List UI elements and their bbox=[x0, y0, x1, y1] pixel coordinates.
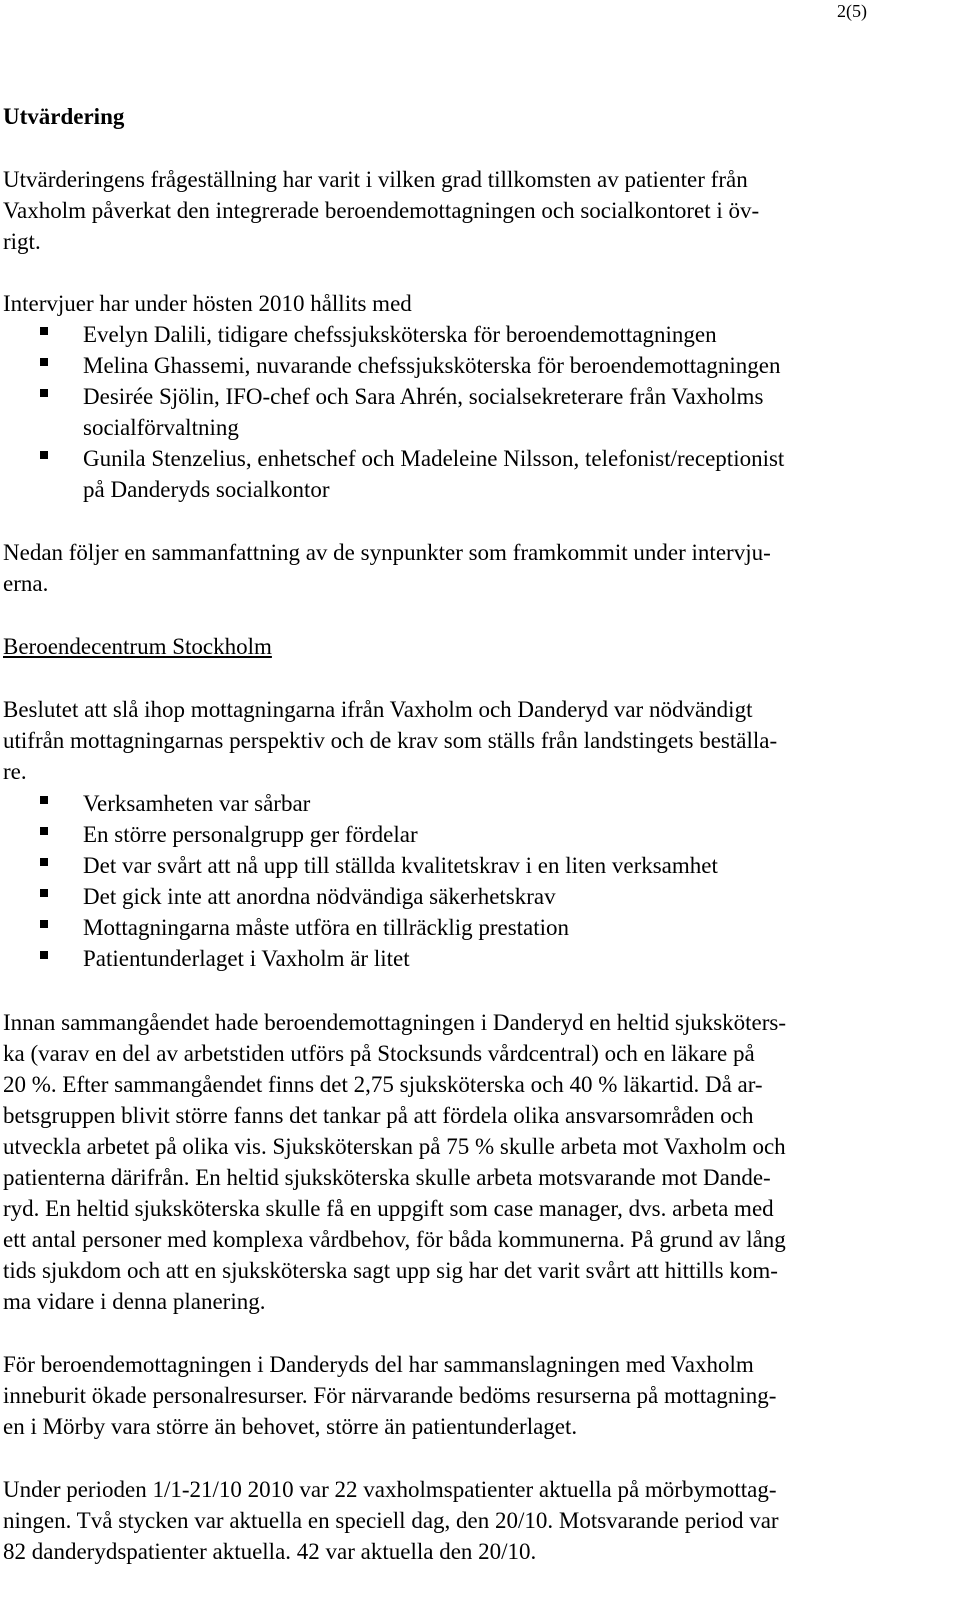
staff-paragraph-line: 20 %. Efter sammangåendet finns det 2,75 sjuksköterska och 40 % läkartid. Då ar- bbox=[3, 1072, 763, 1097]
period-paragraph-line: ningen. Två stycken var aktuella en speciell dag, den 20/10. Motsvarande period var bbox=[3, 1508, 779, 1533]
page-number: 2(5) bbox=[837, 1, 867, 21]
staff-paragraph-line: ma vidare i denna planering. bbox=[3, 1289, 266, 1314]
staff-paragraph-line: utveckla arbetet på olika vis. Sjuksköterskan på 75 % skulle arbeta mot Vaxholm och bbox=[3, 1134, 786, 1159]
decision-line: utifrån mottagningarnas perspektiv och de krav som ställs från landstingets beställa- bbox=[3, 728, 778, 753]
bullet-icon bbox=[40, 451, 48, 459]
bullet-icon bbox=[40, 358, 48, 366]
section-heading: Utvärdering bbox=[3, 104, 125, 129]
staff-paragraph-line: Innan sammangåendet hade beroendemottagningen i Danderyd en heltid sjuksköters- bbox=[3, 1010, 787, 1035]
interviewee-item: Evelyn Dalili, tidigare chefssjuksköterska för beroendemottagningen bbox=[83, 322, 717, 347]
staff-paragraph-line: tids sjukdom och att en sjuksköterska sagt upp sig har det varit svårt att hittills kom- bbox=[3, 1258, 778, 1283]
resources-paragraph-line: inneburit ökade personalresurser. För närvarande bedöms resurserna på mottagning- bbox=[3, 1383, 777, 1408]
staff-paragraph-line: ryd. En heltid sjuksköterska skulle få en uppgift som case manager, dvs. arbeta med bbox=[3, 1196, 774, 1221]
bullet-icon bbox=[40, 920, 48, 928]
intro-line: Vaxholm påverkat den integrerade beroendemottagningen och socialkontoret i öv- bbox=[3, 198, 760, 223]
interviewee-item-cont: på Danderyds socialkontor bbox=[83, 477, 330, 502]
subheading: Beroendecentrum Stockholm bbox=[3, 634, 272, 659]
bullet-icon bbox=[40, 827, 48, 835]
interviewee-item: Desirée Sjölin, IFO-chef och Sara Ahrén, socialsekreterare från Vaxholms bbox=[83, 384, 764, 409]
interviewee-item: Melina Ghassemi, nuvarande chefssjuksköterska för beroendemottagningen bbox=[83, 353, 781, 378]
reason-item: Patientunderlaget i Vaxholm är litet bbox=[83, 946, 410, 971]
staff-paragraph-line: ka (varav en del av arbetstiden utförs på Stocksunds vårdcentral) och en läkare på bbox=[3, 1041, 755, 1066]
reason-item: Det var svårt att nå upp till ställda kvalitetskrav i en liten verksamhet bbox=[83, 853, 718, 878]
bullet-icon bbox=[40, 951, 48, 959]
period-paragraph-line: 82 danderydspatienter aktuella. 42 var aktuella den 20/10. bbox=[3, 1539, 537, 1564]
intro-line: rigt. bbox=[3, 229, 41, 254]
interviews-intro: Intervjuer har under hösten 2010 hållits med bbox=[3, 291, 412, 316]
reason-item: Det gick inte att anordna nödvändiga säkerhetskrav bbox=[83, 884, 556, 909]
summary-line: Nedan följer en sammanfattning av de synpunkter som framkommit under intervju- bbox=[3, 540, 771, 565]
interviewee-item-cont: socialförvaltning bbox=[83, 415, 239, 440]
bullet-icon bbox=[40, 858, 48, 866]
resources-paragraph-line: en i Mörby vara större än behovet, större än patientunderlaget. bbox=[3, 1414, 578, 1439]
bullet-icon bbox=[40, 796, 48, 804]
bullet-icon bbox=[40, 327, 48, 335]
decision-line: Beslutet att slå ihop mottagningarna ifrån Vaxholm och Danderyd var nödvändigt bbox=[3, 697, 753, 722]
decision-line: re. bbox=[3, 759, 27, 784]
staff-paragraph-line: ett antal personer med komplexa vårdbehov, för båda kommunerna. På grund av lång bbox=[3, 1227, 786, 1252]
reason-item: Verksamheten var sårbar bbox=[83, 791, 311, 816]
reason-item: Mottagningarna måste utföra en tillräcklig prestation bbox=[83, 915, 570, 940]
period-paragraph-line: Under perioden 1/1-21/10 2010 var 22 vaxholmspatienter aktuella på mörbymottag- bbox=[3, 1477, 777, 1502]
summary-line: erna. bbox=[3, 571, 49, 596]
bullet-icon bbox=[40, 389, 48, 397]
intro-line: Utvärderingens frågeställning har varit i vilken grad tillkomsten av patienter från bbox=[3, 167, 748, 192]
reason-item: En större personalgrupp ger fördelar bbox=[83, 822, 418, 847]
staff-paragraph-line: betsgruppen blivit större fanns det tankar på att fördela olika ansvarsområden och bbox=[3, 1103, 754, 1128]
bullet-icon bbox=[40, 889, 48, 897]
staff-paragraph-line: patienterna därifrån. En heltid sjuksköterska skulle arbeta motsvarande mot Dande- bbox=[3, 1165, 771, 1190]
interviewee-item: Gunila Stenzelius, enhetschef och Madeleine Nilsson, telefonist/receptionist bbox=[83, 446, 785, 471]
resources-paragraph-line: För beroendemottagningen i Danderyds del har sammanslagningen med Vaxholm bbox=[3, 1352, 754, 1377]
